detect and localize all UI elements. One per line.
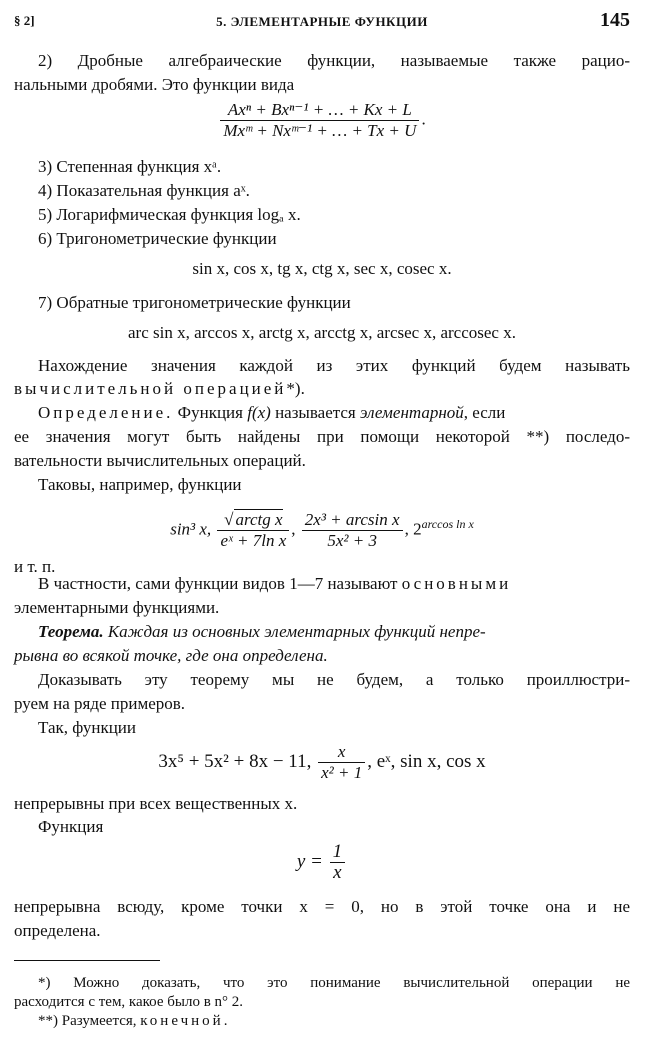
footnote2	[38, 1012, 630, 1031]
example-power-base: 2	[413, 519, 422, 539]
rational-denominator: Mxᵐ + Nxᵐ⁻¹ + … + Tx + U	[223, 121, 417, 140]
continuous-all: непрерывны при всех вещественных x.	[14, 794, 298, 813]
example2-fraction	[318, 742, 365, 783]
footnote1-line2: расходится с тем, какое было в n° 2.	[14, 994, 244, 1010]
definition-line2: ее значения могут быть найдены при помощи некоторой **) последо-	[14, 427, 630, 446]
so-functions: Так, функции	[38, 718, 137, 737]
definition-fx: f(x)	[247, 403, 271, 422]
y-fraction-num: 1	[330, 842, 346, 863]
item6: 6) Тригонометрические функции	[38, 229, 277, 248]
item3: 3) Степенная функция xᵃ.	[38, 157, 222, 176]
y-fraction-den: x	[333, 862, 342, 883]
footnote2-term: конечной.	[140, 1013, 231, 1029]
theorem-line2: рывна во всякой точке, где она определена.	[14, 646, 328, 665]
last-line1: непрерывна всюду, кроме точки x = 0, но в этой точке она и не	[14, 897, 630, 916]
theorem-label: Теорема.	[38, 622, 104, 641]
example-sin-cubed: sin³ x,	[170, 519, 212, 539]
rational-fraction	[220, 100, 419, 141]
example-fraction-1-den: eˣ + 7ln x	[220, 531, 287, 550]
sqrt-radicand: arctg x	[235, 510, 283, 529]
rational-numerator: Axⁿ + Bxⁿ⁻¹ + … + Kx + L	[220, 100, 419, 121]
item2-line1: 2) Дробные алгебраические функции, называемые также рацио-	[38, 51, 630, 70]
example-intro: Таковы, например, функции	[38, 475, 242, 494]
definition-label: Определение.	[38, 403, 174, 422]
example-fraction-2-den: 5x² + 3	[327, 531, 377, 550]
footnote1-line1: *) Можно доказать, что это понимание вычислительной операции не	[38, 975, 630, 991]
example2-rest: , eˣ, sin x, cos x	[367, 750, 486, 772]
function-word: Функция	[38, 817, 104, 836]
arctrig-list: arc sin x, arccos x, arctg x, arcctg x, arcsec x, arccosec x.	[128, 323, 516, 342]
definition-text-c: , если	[463, 403, 506, 422]
definition-text-a: Функция	[173, 403, 248, 422]
item7: 7) Обратные тригонометрические функции	[38, 293, 351, 312]
footnote-ref-1: *).	[286, 379, 305, 398]
definition-text-b: называется	[270, 403, 361, 422]
y-equals: y =	[296, 850, 323, 872]
basic-line2: элементарными функциями.	[14, 598, 220, 617]
paragraph1-line1: Нахождение значения каждой из этих функций будем называть	[38, 356, 630, 375]
basic-text-a: В частности, сами функции видов 1—7 называют	[38, 574, 402, 593]
footnote2-text: **) Разумеется,	[38, 1013, 141, 1029]
chapter-title: 5. ЭЛЕМЕНТАРНЫЕ ФУНКЦИИ	[216, 14, 428, 29]
running-header	[14, 9, 630, 33]
proof-line2: руем на ряде примеров.	[14, 694, 186, 713]
trig-list: sin x, cos x, tg x, ctg x, sec x, cosec x.	[192, 259, 452, 278]
example-fraction-2	[302, 510, 403, 551]
elementary-term: элементарной	[360, 403, 464, 422]
item2-line2: нальными дробями. Это функции вида	[14, 75, 295, 94]
y-fraction	[330, 842, 346, 883]
theorem-line1	[38, 621, 630, 643]
example2-fraction-num: x	[318, 742, 365, 763]
definition-line1	[38, 402, 630, 424]
item4: 4) Показательная функция aˣ.	[38, 181, 250, 200]
proof-line1: Доказывать эту теорему мы не будем, а только проиллюстри-	[38, 670, 630, 689]
rational-period: .	[421, 109, 426, 129]
basic-line1	[38, 573, 630, 595]
basic-term: основными	[401, 574, 512, 593]
theorem-text: Каждая из основных элементарных функций непре-	[103, 622, 486, 641]
example-fraction-1	[217, 510, 289, 551]
computational-operation-term: вычислительной операцией	[14, 379, 287, 398]
y-formula	[14, 842, 630, 890]
example2-formulas	[14, 742, 630, 783]
section-mark: § 2]	[14, 13, 35, 28]
definition-line3: вательности вычислительных операций.	[14, 451, 306, 470]
example2-poly: 3x⁵ + 5x² + 8x − 11,	[158, 750, 312, 772]
etc-text: и т. п.	[14, 557, 56, 576]
item5: 5) Логарифмическая функция logₐ x.	[38, 205, 301, 224]
example-fraction-1-num: √ arctg x	[217, 510, 289, 531]
example-fraction-2-num: 2x³ + arcsin x	[302, 510, 403, 531]
paragraph1-line2	[14, 378, 630, 400]
last-line2: определена.	[14, 921, 101, 940]
footnote-rule	[14, 960, 160, 961]
example-formulas: sin³ x, $\frac{\text{√ arctg x}}{\text{eˣ + 7ln x}}$ , $\frac{\text{2x³ + arcsin x}}{\text{5x² + 3}}$ , $2^{arccos ln x}$	[170, 510, 474, 550]
rational-formula	[14, 100, 630, 141]
example-power-exponent: arccos ln x	[421, 516, 474, 531]
page-number: 145	[600, 9, 630, 31]
example2-fraction-den: x² + 1	[321, 763, 363, 782]
